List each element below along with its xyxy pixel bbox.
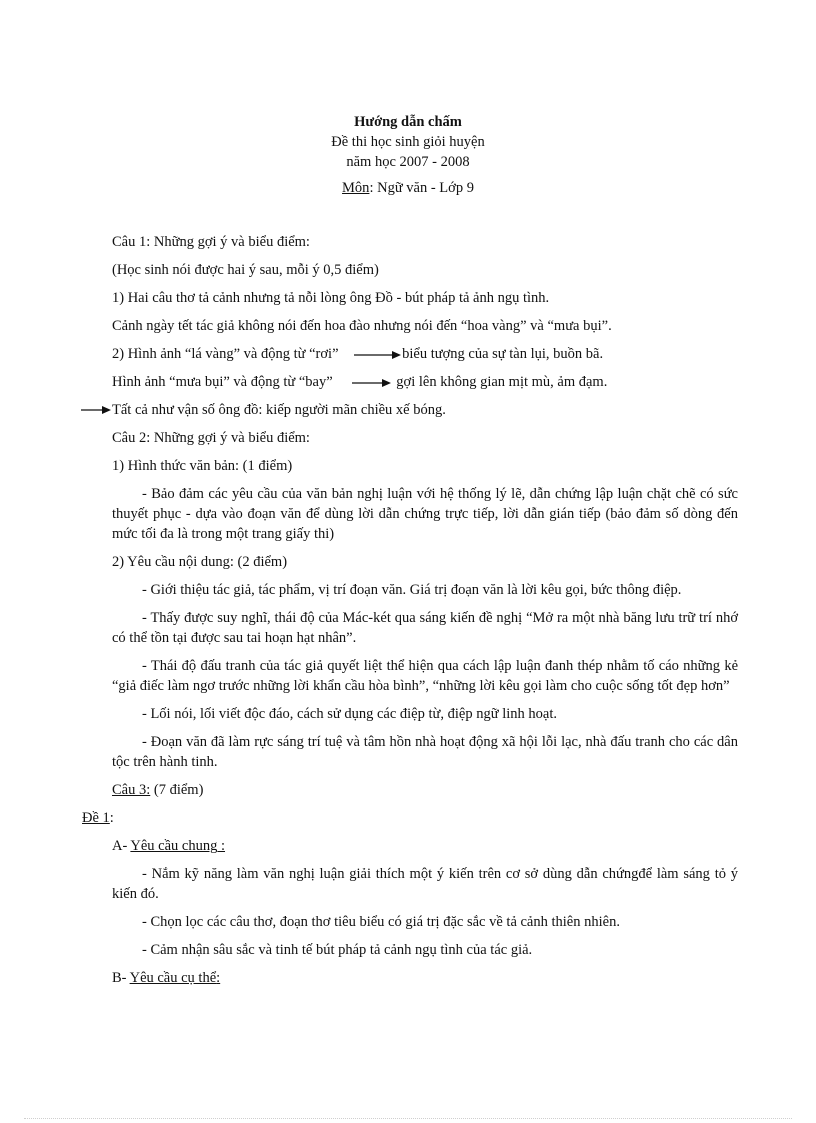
q3-section-a-heading xyxy=(112,836,738,856)
q1-p3-text-b: biểu tượng của sự tàn lụi, buồn bã. xyxy=(402,346,604,362)
q1-p4-text-a: Hình ảnh “mưa bụi” và động từ “bay” xyxy=(112,374,333,390)
q3-a-label xyxy=(130,838,225,854)
q3-a-label-text: Yêu cầu chung xyxy=(130,838,218,854)
q3-de-heading xyxy=(82,808,738,828)
q3-section-b-heading xyxy=(112,968,738,988)
q3-de-suffix: : xyxy=(109,810,114,826)
right-arrow-icon xyxy=(80,405,112,415)
q1-note: (Học sinh nói được hai ý sau, mỗi ý 0,5 điểm) xyxy=(112,262,379,278)
q3-heading-label: Câu 3: xyxy=(112,782,151,798)
document-header xyxy=(0,112,816,198)
q3-heading-points: (7 điểm) xyxy=(150,782,204,798)
q2-form-text: - Bảo đảm các yêu cầu của văn bản nghị luận với hệ thống lý lẽ, dẫn chứng lập luận chặt chẽ có sức thuyết phục - dựa vào đoạn văn để dùng lời dẫn chứng trực tiếp, lời dẫn gián tiếp (bảo đảm số dòng đến mức tối đa là trong một trang giấy thi) xyxy=(112,486,738,542)
q2-form-heading: 1) Hình thức văn bản: (1 điểm) xyxy=(112,458,293,474)
q3-b-label xyxy=(130,970,221,986)
subject-value: : Ngữ văn - Lớp 9 xyxy=(369,180,474,196)
document-body xyxy=(82,232,738,996)
subject-line xyxy=(0,178,816,198)
q2-heading: Câu 2: Những gợi ý và biểu điểm: xyxy=(112,430,310,446)
q3-heading xyxy=(112,780,738,800)
q1-p3-text-a: 2) Hình ảnh “lá vàng” và động từ “rơi” xyxy=(112,346,339,362)
q1-p4-text-b: gợi lên không gian mịt mù, ảm đạm. xyxy=(396,374,608,390)
q1-paragraph-3 xyxy=(112,344,738,364)
q2-content-1: - Giới thiệu tác giả, tác phẩm, vị trí đoạn văn. Giá trị đoạn văn là lời kêu gọi, bức thông điệp. xyxy=(142,582,682,598)
q3-a-suffix: : xyxy=(220,838,226,854)
q2-content-heading: 2) Yêu cầu nội dung: (2 điểm) xyxy=(112,554,288,570)
school-year: năm học 2007 - 2008 xyxy=(346,154,470,170)
q3-b-prefix: B- xyxy=(112,970,130,986)
subject-label: Môn xyxy=(342,180,370,196)
q3-b-label-text: Yêu cầu cụ thể xyxy=(129,970,217,986)
q3-a-item-2: - Chọn lọc các câu thơ, đoạn thơ tiêu biểu có giá trị đặc sắc về tả cảnh thiên nhiên. xyxy=(142,914,620,930)
q1-paragraph-2: Cảnh ngày tết tác giả không nói đến hoa đào nhưng nói đến “hoa vàng” và “mưa bụi”. xyxy=(112,318,612,334)
q1-paragraph-5 xyxy=(112,400,738,420)
q2-content-4: - Lối nói, lối viết độc đáo, cách sử dụng các điệp từ, điệp ngữ linh hoạt. xyxy=(142,706,557,722)
q1-p5-text: Tất cả như vận số ông đồ: kiếp người mãn chiều xế bóng. xyxy=(112,402,446,418)
q1-heading: Câu 1: Những gợi ý và biểu điểm: xyxy=(112,234,310,250)
q2-content-5: - Đoạn văn đã làm rực sáng trí tuệ và tâm hồn nhà hoạt động xã hội lỗi lạc, nhà đấu tranh cho các dân tộc trên hành tinh. xyxy=(112,734,738,770)
q3-a-item-1: - Nắm kỹ năng làm văn nghị luận giải thích một ý kiến trên cơ sở dùng dẫn chứngđể làm sáng tỏ ý kiến đó. xyxy=(112,866,738,902)
page-bottom-divider xyxy=(24,1118,792,1119)
q3-a-prefix: A- xyxy=(112,838,131,854)
q1-paragraph-1: 1) Hai câu thơ tả cảnh nhưng tả nỗi lòng ông Đồ - bút pháp tả ảnh ngụ tình. xyxy=(112,290,550,306)
right-arrow-icon xyxy=(352,350,402,360)
q1-paragraph-4 xyxy=(112,372,738,392)
q2-content-2: - Thấy được suy nghĩ, thái độ của Mác-két qua sáng kiến đề nghị “Mở ra một nhà băng lưu trữ trí nhớ có thể tồn tại được sau tai hoạn hạt nhân”. xyxy=(112,610,738,646)
q3-de-label: Đề 1 xyxy=(82,810,110,826)
right-arrow-icon xyxy=(350,378,392,388)
exam-name: Đề thi học sinh giỏi huyện xyxy=(331,134,485,150)
document-title: Hướng dẫn chấm xyxy=(354,114,462,130)
q3-b-suffix: : xyxy=(216,970,221,986)
q2-content-3: - Thái độ đấu tranh của tác giả quyết liệt thể hiện qua cách lập luận đanh thép nhằm tố cáo những kẻ “giả điếc làm ngơ trước những lời khẩn cầu hòa bình”, “những lời kêu gọi làm cho cuộc sống tốt đẹp hơn” xyxy=(112,658,738,694)
q3-a-item-3: - Cảm nhận sâu sắc và tinh tế bút pháp tả cảnh ngụ tình của tác giả. xyxy=(142,942,533,958)
